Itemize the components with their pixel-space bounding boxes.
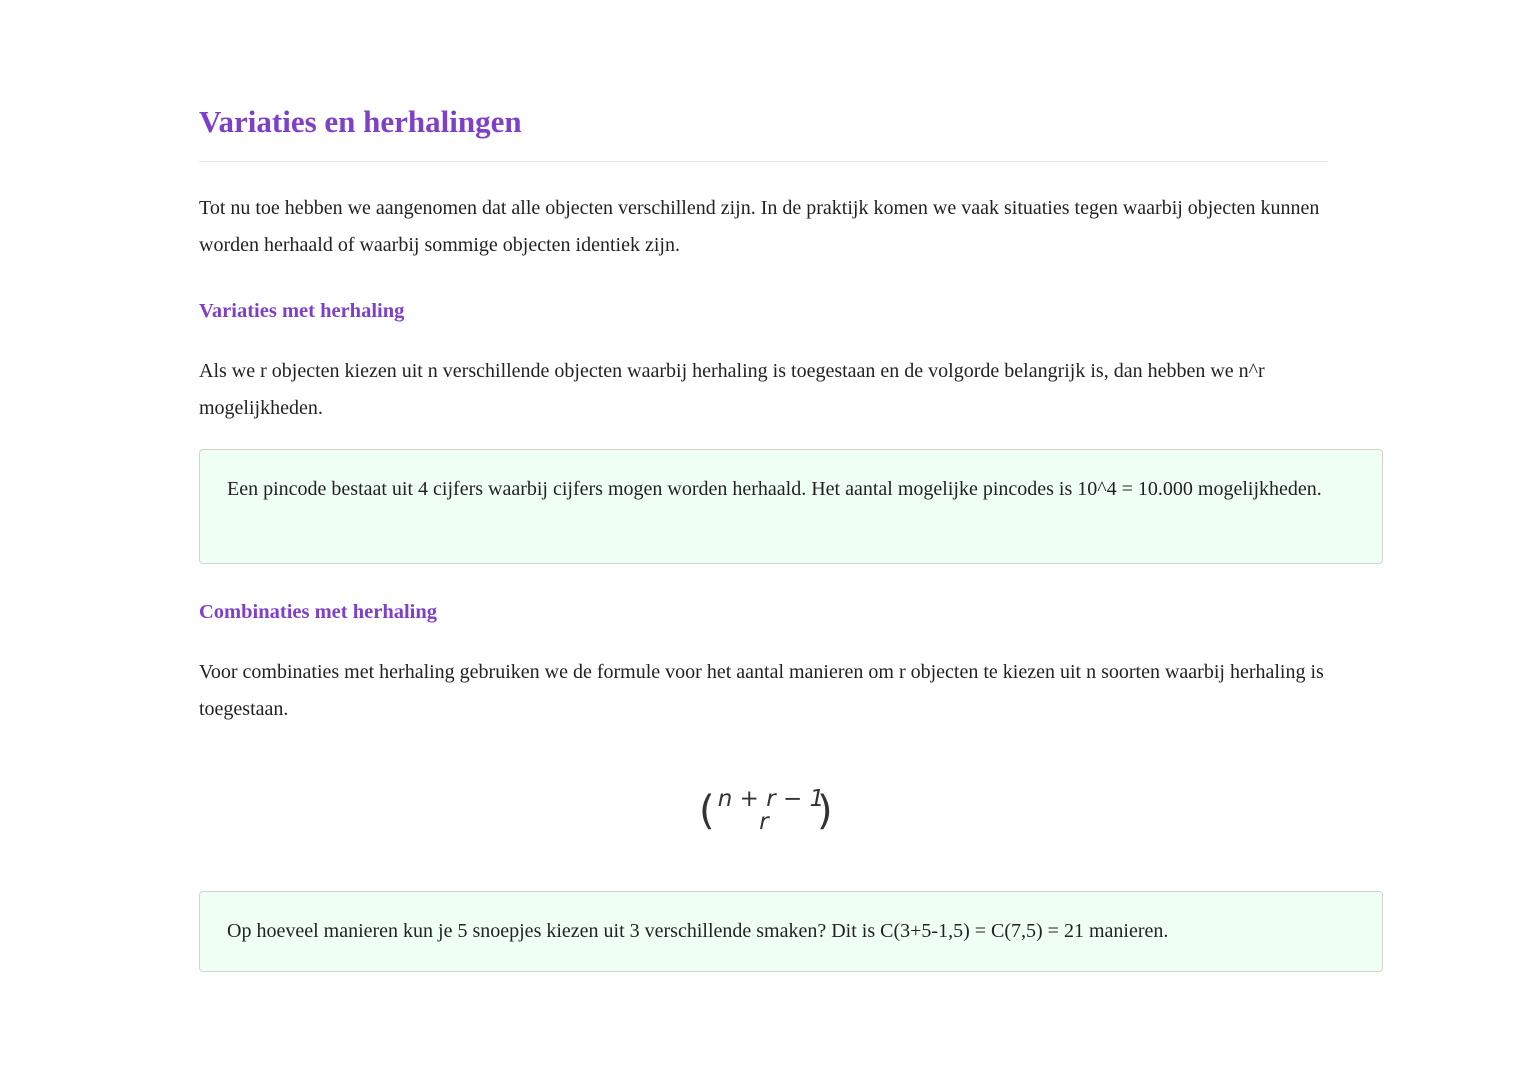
variations-heading: Variaties met herhaling bbox=[199, 300, 405, 322]
combinations-paragraph: Voor combinaties met herhaling gebruiken we de formule voor het aantal manieren om r objecten te kiezen uit n soorten waarbij herhaling is toegestaan. bbox=[199, 661, 1324, 720]
page-title: Variaties en herhalingen bbox=[199, 104, 522, 139]
formula-top: n + r − 1 bbox=[717, 786, 825, 812]
intro-paragraph: Tot nu toe hebben we aangenomen dat alle objecten verschillend zijn. In de praktijk komen we vaak situaties tegen waarbij objecten kunnen worden herhaald of waarbij sommige objecten identiek zijn. bbox=[199, 197, 1320, 256]
variations-example-text: Een pincode bestaat uit 4 cijfers waarbij cijfers mogen worden herhaald. Het aantal mogelijke pincodes is 10^4 = 10.000 mogelijkheden. bbox=[227, 478, 1322, 500]
formula-left-paren: ( bbox=[699, 788, 715, 834]
variations-paragraph: Als we r objecten kiezen uit n verschillende objecten waarbij herhaling is toegestaan en de volgorde belangrijk is, dan hebben we n^r mogelijkheden. bbox=[199, 360, 1265, 419]
combinations-example-text: Op hoeveel manieren kun je 5 snoepjes kiezen uit 3 verschillende smaken? Dit is C(3+5-1,5) = C(7,5) = 21 manieren. bbox=[227, 920, 1169, 942]
title-divider bbox=[199, 161, 1328, 162]
formula-bottom: r bbox=[759, 809, 769, 834]
combinations-heading: Combinaties met herhaling bbox=[199, 601, 438, 623]
variations-example-box bbox=[199, 449, 1383, 564]
combinations-example-box bbox=[199, 891, 1383, 972]
binomial-formula bbox=[699, 784, 839, 834]
formula-right-paren: ) bbox=[817, 788, 833, 834]
